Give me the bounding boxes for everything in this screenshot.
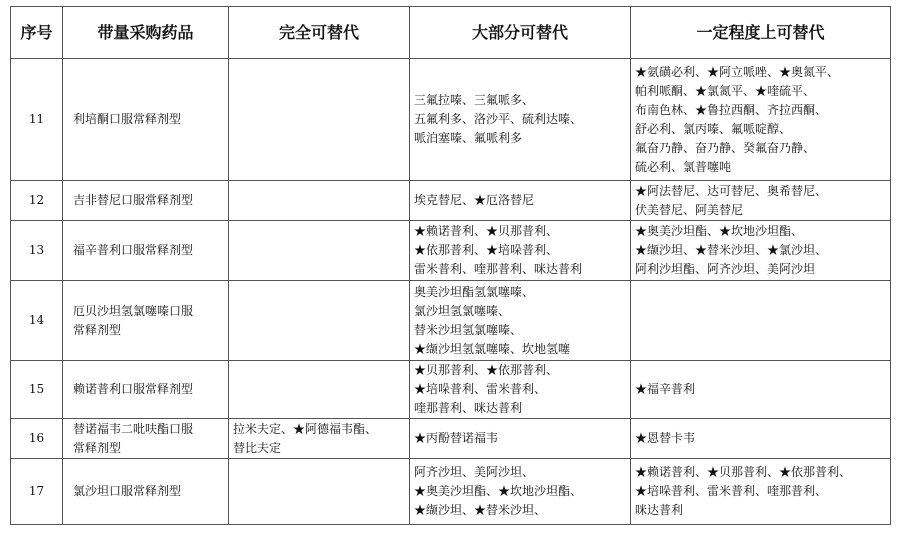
- header-row: [11, 7, 891, 59]
- cell-fully-replaceable: [229, 221, 410, 281]
- cell-line: 五氟利多、洛沙平、硫利达嗪、: [414, 112, 583, 126]
- table-row: [11, 221, 891, 281]
- cell-line: 利培酮口服常释剂型: [73, 112, 182, 126]
- cell-line: 常释剂型: [73, 440, 122, 455]
- cell-fully-replaceable: [229, 419, 410, 459]
- table-row: [11, 459, 891, 525]
- cell-number: 17: [11, 459, 63, 525]
- cell-partially-replaceable: [631, 361, 891, 419]
- cell-line: 舒必利、氯丙嗪、氟哌啶醇、: [635, 121, 792, 136]
- cell-number: 16: [11, 419, 63, 459]
- cell-line: ★丙酚替诺福韦: [414, 431, 499, 445]
- cell-number: 14: [11, 281, 63, 361]
- cell-line: 氯沙坦口服常释剂型: [73, 484, 182, 498]
- header-cell-partially-replaceable: 一定程度上可替代: [631, 7, 891, 59]
- cell-mostly-replaceable: [410, 59, 631, 181]
- cell-drug: [63, 221, 229, 281]
- table-row: [11, 281, 891, 361]
- cell-line: 布南色林、★鲁拉西酮、齐拉西酮、: [635, 102, 828, 117]
- cell-line: 三氟拉嗪、三氟哌多、: [414, 93, 535, 107]
- cell-mostly-replaceable: [410, 181, 631, 221]
- header-cell-mostly-replaceable: 大部分可替代: [410, 7, 631, 59]
- cell-fully-replaceable: [229, 59, 410, 181]
- cell-line: ★福辛普利: [635, 382, 696, 396]
- cell-line: ★依那普利、★培哚普利、: [414, 243, 559, 257]
- cell-line: 替诺福韦二吡呋酯口服: [73, 421, 194, 436]
- cell-line: ★奥美沙坦酯、★坎地沙坦酯、: [414, 484, 583, 498]
- cell-line: ★氨磺必利、★阿立哌唑、★奥氮平、: [635, 64, 840, 79]
- cell-line: ★恩替卡韦: [635, 431, 696, 445]
- cell-drug: [63, 181, 229, 221]
- cell-line: 福辛普利口服常释剂型: [73, 243, 194, 257]
- cell-mostly-replaceable: [410, 419, 631, 459]
- cell-partially-replaceable: [631, 59, 891, 181]
- cell-number: 12: [11, 181, 63, 221]
- cell-line: 哌泊塞嗪、氟哌利多: [414, 131, 523, 145]
- cell-mostly-replaceable: [410, 459, 631, 525]
- cell-line: 阿利沙坦酯、阿齐沙坦、美阿沙坦: [635, 262, 816, 276]
- cell-fully-replaceable: [229, 459, 410, 525]
- cell-line: 帕利哌酮、★氯氮平、★喹硫平、: [635, 83, 816, 98]
- cell-drug: [63, 281, 229, 361]
- cell-line: ★培哚普利、雷米普利、: [414, 382, 547, 396]
- cell-line: 咪达普利: [635, 503, 684, 517]
- cell-fully-replaceable: [229, 181, 410, 221]
- cell-line: ★缬沙坦、★替米沙坦、: [414, 503, 547, 517]
- cell-line: ★赖诺普利、★贝那普利、★依那普利、: [635, 465, 852, 479]
- cell-drug: [63, 459, 229, 525]
- table-row: [11, 419, 891, 459]
- cell-number: 13: [11, 221, 63, 281]
- table-row: [11, 361, 891, 419]
- cell-line: 硫必利、氯普噻吨: [635, 159, 732, 174]
- cell-number: 15: [11, 361, 63, 419]
- cell-line: ★赖诺普利、★贝那普利、: [414, 224, 559, 238]
- cell-line: 伏美替尼、阿美替尼: [635, 202, 744, 217]
- cell-line: 替比夫定: [233, 440, 282, 455]
- cell-line: ★缬沙坦、★替米沙坦、★氯沙坦、: [635, 243, 828, 257]
- cell-partially-replaceable: [631, 459, 891, 525]
- cell-line: 氟奋乃静、奋乃静、癸氟奋乃静、: [635, 140, 816, 155]
- cell-line: 阿齐沙坦、美阿沙坦、: [414, 465, 535, 479]
- cell-line: 埃克替尼、★厄洛替尼: [414, 193, 535, 207]
- cell-line: 厄贝沙坦氢氯噻嗪口服: [73, 303, 194, 318]
- cell-line: ★缬沙坦氢氯噻嗪、坎地氢噻: [414, 341, 571, 356]
- cell-line: ★贝那普利、★依那普利、: [414, 363, 559, 377]
- cell-partially-replaceable: [631, 181, 891, 221]
- cell-line: 常释剂型: [73, 322, 122, 337]
- cell-line: 喹那普利、咪达普利: [414, 401, 523, 415]
- cell-line: 拉米夫定、★阿德福韦酯、: [233, 421, 378, 436]
- cell-fully-replaceable: [229, 361, 410, 419]
- header-cell-fully-replaceable: 完全可替代: [229, 7, 410, 59]
- header-cell-number: 序号: [11, 7, 63, 59]
- drug-substitution-table: [10, 6, 891, 525]
- cell-line: 替米沙坦氢氯噻嗪、: [414, 322, 523, 337]
- cell-line: 雷米普利、喹那普利、咪达普利: [414, 262, 583, 276]
- cell-partially-replaceable: [631, 419, 891, 459]
- cell-line: 氯沙坦氢氯噻嗪、: [414, 303, 511, 318]
- table-row: [11, 181, 891, 221]
- table-body: [11, 59, 891, 525]
- cell-drug: [63, 59, 229, 181]
- cell-partially-replaceable: [631, 281, 891, 361]
- cell-line: ★奥美沙坦酯、★坎地沙坦酯、: [635, 224, 804, 238]
- cell-line: ★阿法替尼、达可替尼、奥希替尼、: [635, 183, 828, 198]
- cell-line: 赖诺普利口服常释剂型: [73, 382, 194, 396]
- cell-mostly-replaceable: [410, 361, 631, 419]
- cell-drug: [63, 419, 229, 459]
- cell-mostly-replaceable: [410, 221, 631, 281]
- cell-line: ★培哚普利、雷米普利、喹那普利、: [635, 484, 828, 498]
- cell-partially-replaceable: [631, 221, 891, 281]
- table-row: [11, 59, 891, 181]
- cell-fully-replaceable: [229, 281, 410, 361]
- cell-number: 11: [11, 59, 63, 181]
- header-cell-drug: 带量采购药品: [63, 7, 229, 59]
- cell-line: 奥美沙坦酯氢氯噻嗪、: [414, 284, 535, 299]
- cell-mostly-replaceable: [410, 281, 631, 361]
- cell-line: 吉非替尼口服常释剂型: [73, 193, 194, 207]
- cell-drug: [63, 361, 229, 419]
